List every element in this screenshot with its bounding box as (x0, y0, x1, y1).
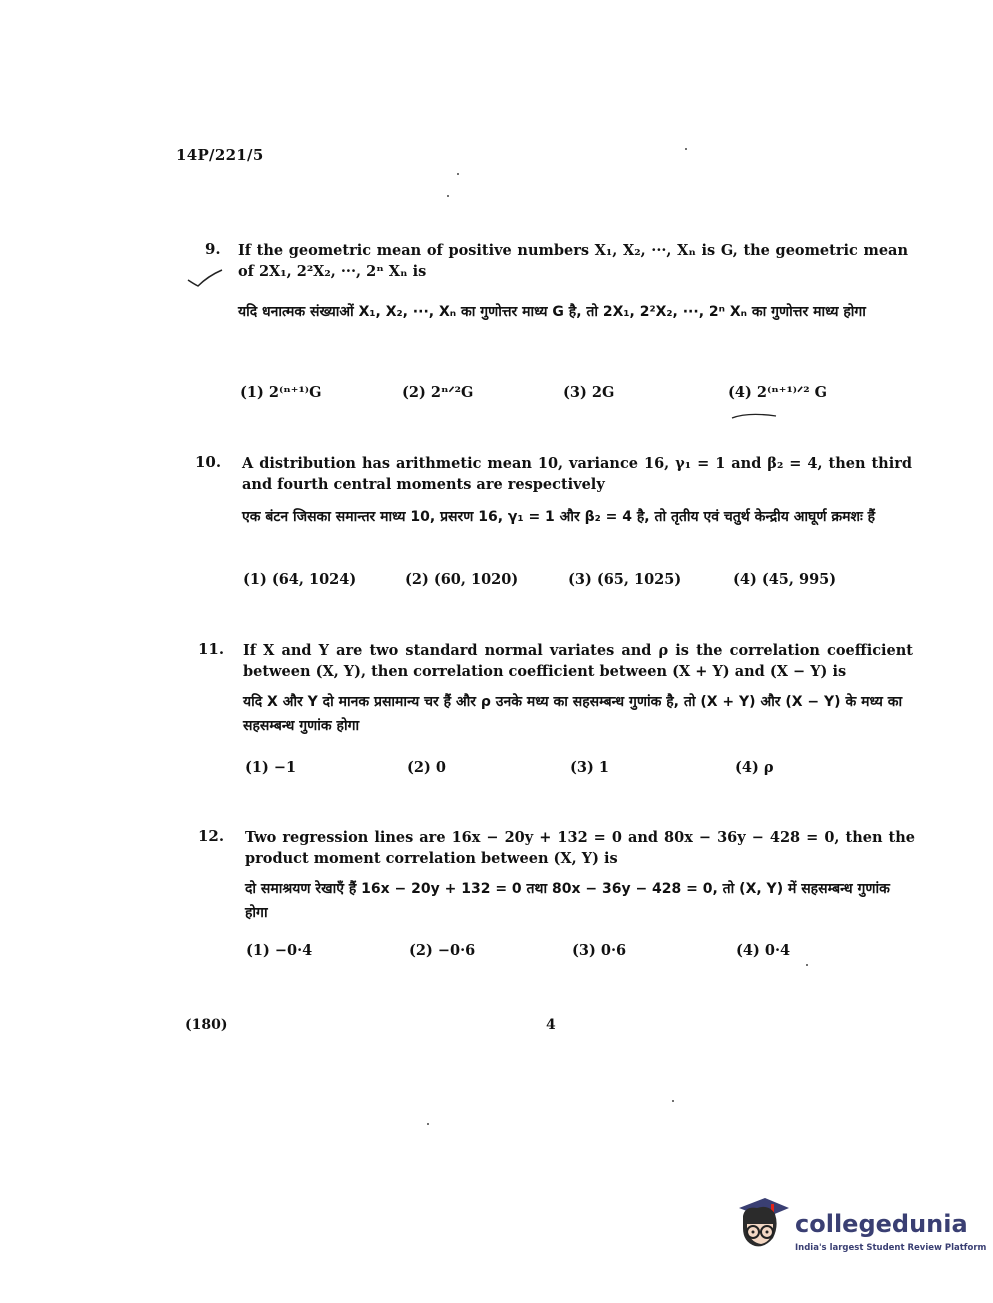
question-english: If the geometric mean of positive numbers X₁, X₂, ···, Xₙ is G, the geometric mean of 2X₁, 2²X₂, ···, 2ⁿ Xₙ is (238, 242, 908, 280)
question-hindi: यदि धनात्मक संख्याओं X₁, X₂, ···, Xₙ का गुणोत्तर माध्य G है, तो 2X₁, 2²X₂, ···, 2ⁿ Xₙ का गुणोत्तर माध्य होगा (238, 304, 866, 320)
brand-name: collegedunia (795, 1210, 968, 1238)
option-1[interactable]: (1) −1 (245, 759, 297, 776)
scan-speck (672, 1100, 674, 1102)
question-hindi: यदि X और Y दो मानक प्रसामान्य चर हैं और ρ उनके मध्य का सहसम्बन्ध गुणांक है, तो (X + Y) और (X − Y) के मध्य का सहसम्बन्ध गुणांक होगा (243, 694, 903, 734)
question-number: 12. (198, 827, 225, 845)
option-2[interactable]: (2) −0·6 (409, 942, 476, 959)
question-number: 10. (195, 453, 222, 471)
option-2[interactable]: (2) (60, 1020) (405, 571, 519, 588)
option-2[interactable]: (2) 2ⁿᐟ²G (402, 384, 474, 401)
paper-code: 14P/221/5 (176, 146, 264, 164)
question-number: 11. (198, 640, 225, 658)
question-english: Two regression lines are 16x − 20y + 132 = 0 and 80x − 36y − 428 = 0, then the product moment correlation between (X, Y) is (245, 829, 915, 867)
question-hindi: एक बंटन जिसका समान्तर माध्य 10, प्रसरण 16, γ₁ = 1 और β₂ = 4 है, तो तृतीय एवं चतुर्थ केन्द्रीय आघूर्ण क्रमशः हैं (242, 509, 876, 525)
option-3[interactable]: (3) 1 (570, 759, 609, 776)
brand-tagline: India's largest Student Review Platform (795, 1243, 987, 1253)
option-4[interactable]: (4) 0·4 (736, 942, 791, 959)
scan-speck (427, 1123, 429, 1125)
collegedunia-logo[interactable] (735, 1196, 987, 1266)
option-1[interactable]: (1) −0·4 (246, 942, 313, 959)
option-4[interactable]: (4) (45, 995) (733, 571, 837, 588)
page-number: 4 (546, 1017, 556, 1033)
option-3[interactable]: (3) 0·6 (572, 942, 627, 959)
scan-speck (806, 964, 808, 966)
scan-speck (457, 173, 459, 175)
scan-speck (685, 148, 687, 150)
scan-speck (447, 195, 449, 197)
student-mascot-icon (735, 1198, 791, 1260)
question-number: 9. (205, 240, 221, 258)
underline-mark-icon (728, 408, 788, 422)
option-4[interactable]: (4) ρ (735, 759, 774, 776)
question-english: A distribution has arithmetic mean 10, variance 16, γ₁ = 1 and β₂ = 4, then third and fourth central moments are respectively (242, 455, 912, 493)
option-1[interactable]: (1) (64, 1024) (243, 571, 357, 588)
option-2[interactable]: (2) 0 (407, 759, 446, 776)
option-3[interactable]: (3) 2G (563, 384, 615, 401)
question-english: If X and Y are two standard normal variates and ρ is the correlation coefficient between (X, Y), then correlation coefficient between (X + Y) and (X − Y) is (243, 642, 913, 680)
footer-code: (180) (185, 1017, 228, 1033)
option-4[interactable]: (4) 2⁽ⁿ⁺¹⁾ᐟ² G (728, 384, 828, 401)
check-mark-icon (186, 268, 226, 288)
option-3[interactable]: (3) (65, 1025) (568, 571, 682, 588)
question-hindi: दो समाश्रयण रेखाएँ हैं 16x − 20y + 132 = 0 तथा 80x − 36y − 428 = 0, तो (X, Y) में सहसम्बन्ध गुणांक होगा (245, 881, 890, 921)
option-1[interactable]: (1) 2⁽ⁿ⁺¹⁾G (240, 384, 322, 401)
